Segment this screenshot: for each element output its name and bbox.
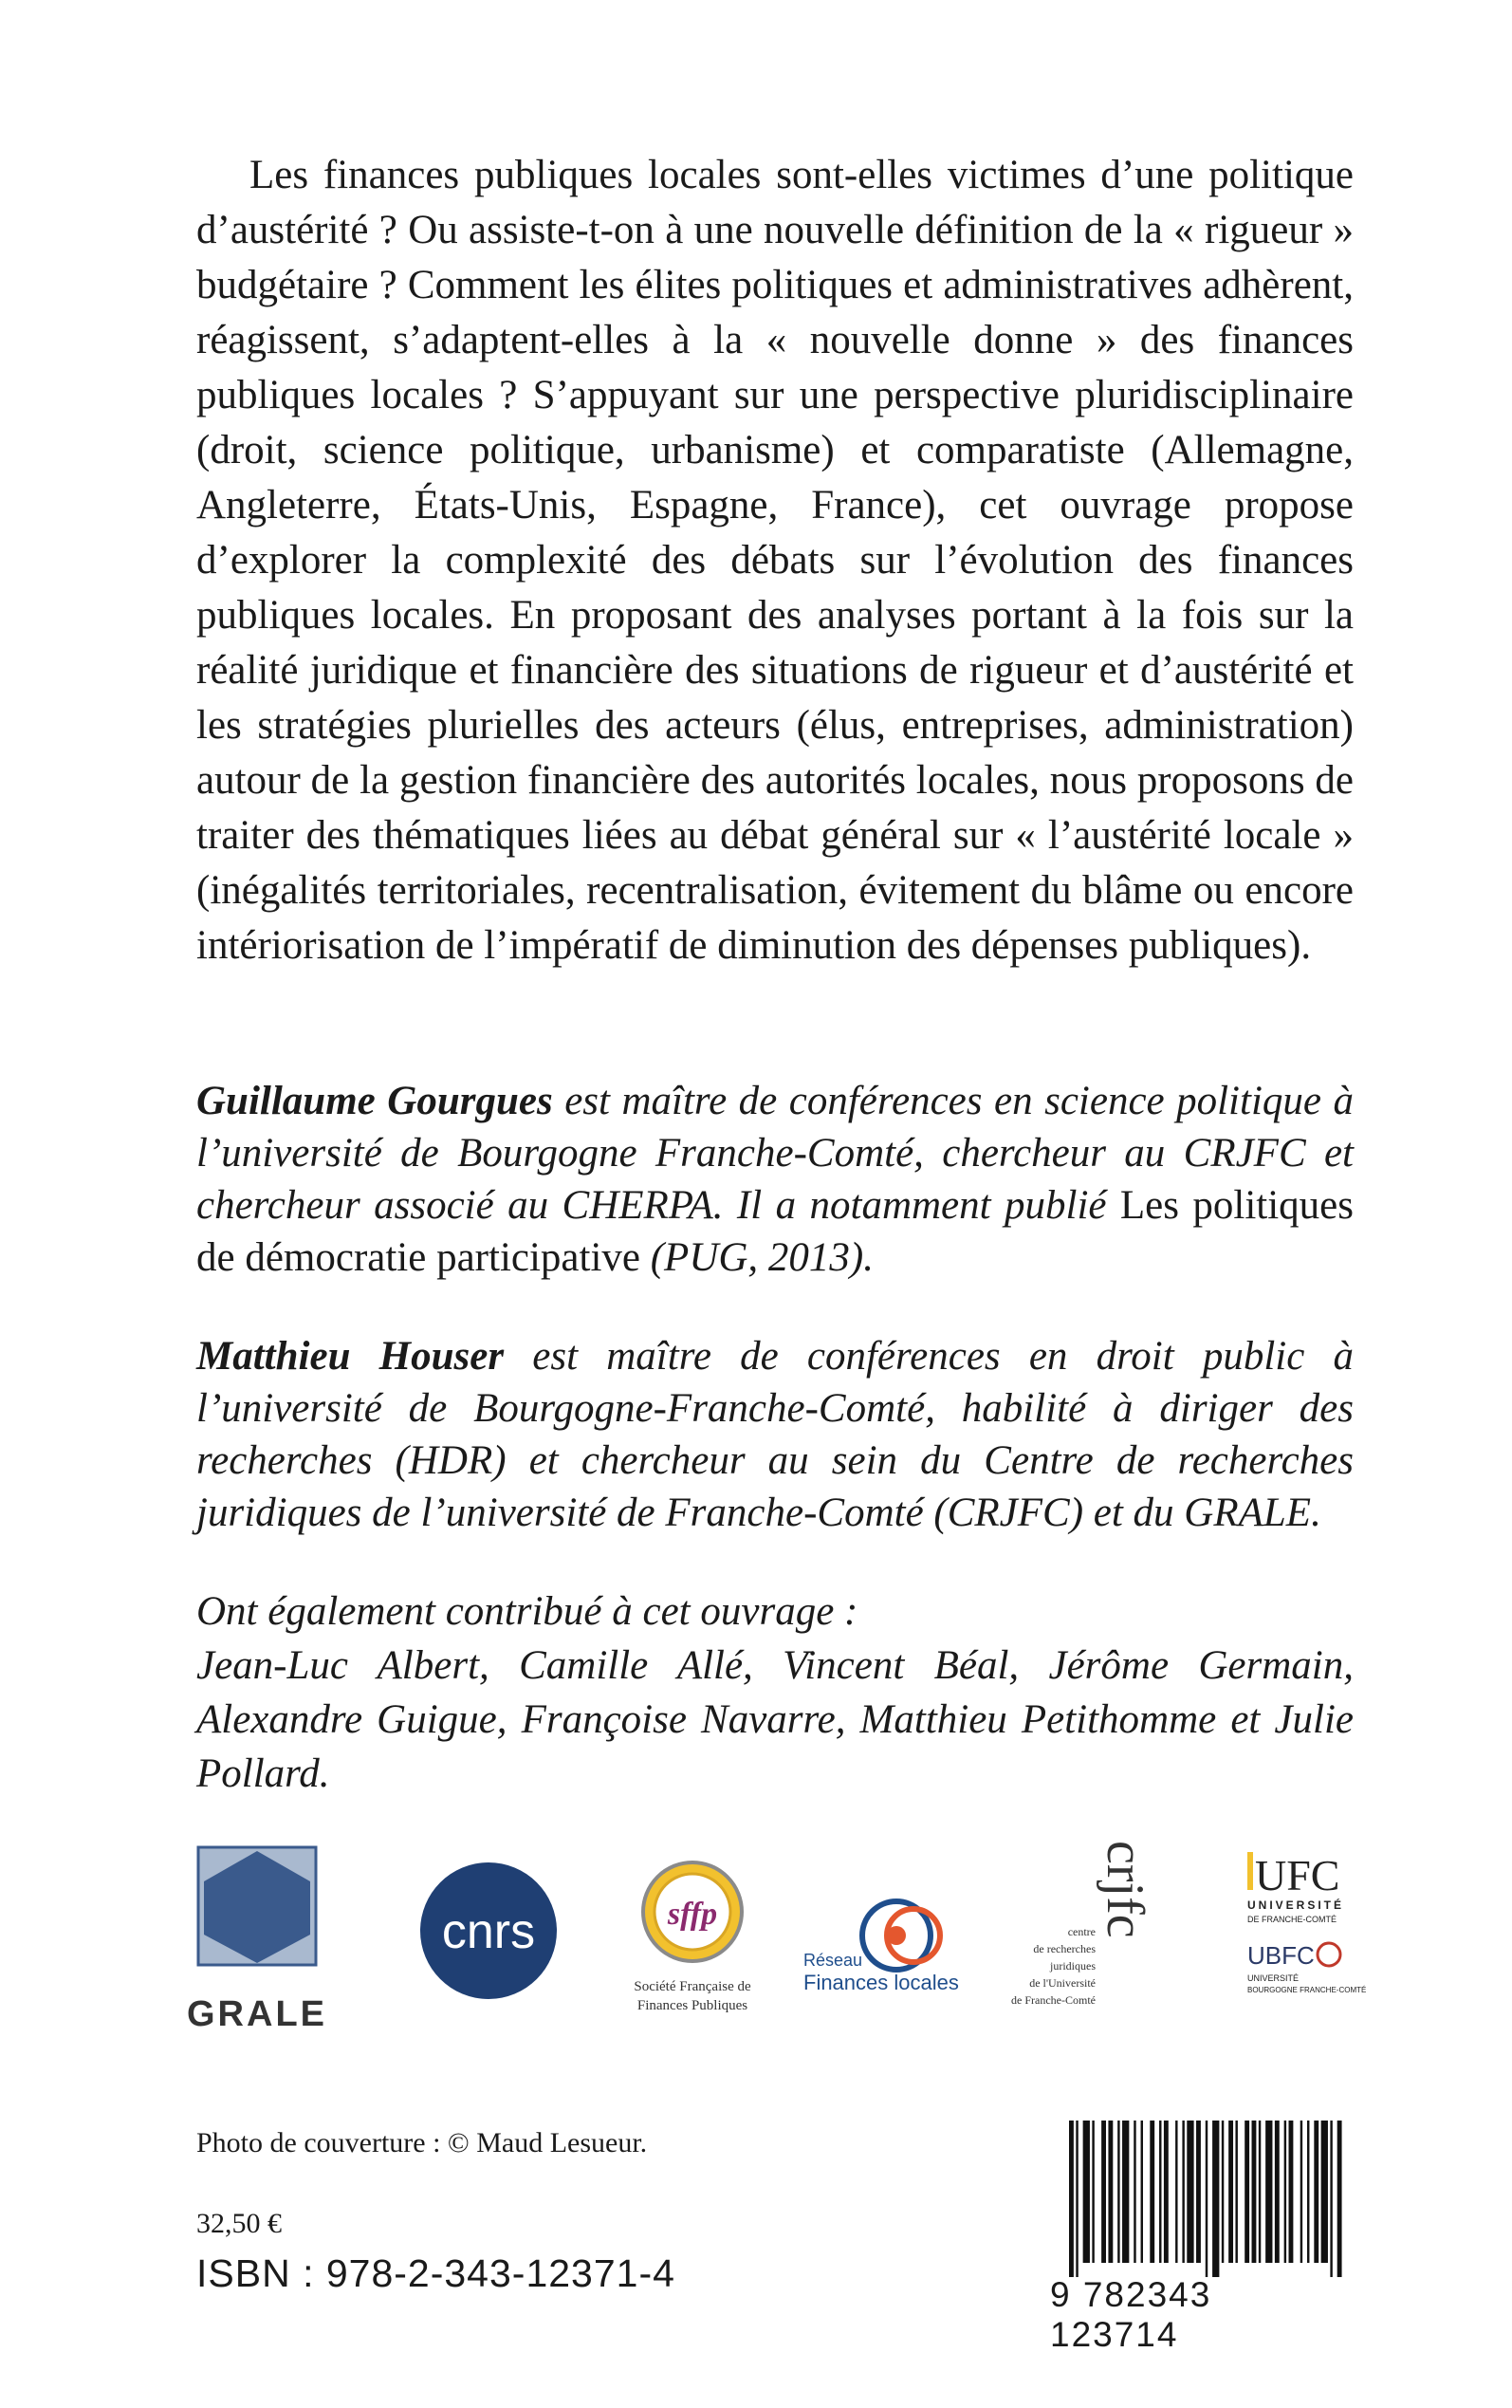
price: 32,50 € <box>196 2208 282 2239</box>
ufc-ubfc-logo <box>1238 1841 1367 2030</box>
barcode-bar <box>1206 2121 1208 2277</box>
grale-logo-text: GRALE <box>187 1994 327 2034</box>
barcode-bar <box>1307 2121 1309 2263</box>
ubfc-caption: UNIVERSITÉ <box>1247 1973 1300 1983</box>
barcode-bar <box>1314 2121 1318 2263</box>
barcode-bar <box>1108 2121 1113 2263</box>
barcode-bar <box>1159 2121 1161 2263</box>
barcode-bar <box>1289 2121 1294 2263</box>
contributors-names: Jean-Luc Albert, Camille Allé, Vincent Béal, Jérôme Germain, Alexandre Guigue, Françoise Navarre, Matthieu Petithomme et Julie Pollard. <box>196 1643 1354 1796</box>
barcode-bar <box>1196 2121 1201 2263</box>
barcode-bar <box>1164 2121 1169 2263</box>
crjfc-caption: de l'Université <box>1029 1976 1096 1990</box>
cnrs-logo-text: cnrs <box>441 1904 536 1959</box>
barcode-bar <box>1187 2121 1193 2263</box>
barcode-bar <box>1117 2121 1119 2263</box>
cnrs-logo <box>417 1855 560 2007</box>
crjfc-logo-text: crjfc <box>1096 1841 1154 1938</box>
barcode-bar <box>1245 2121 1249 2263</box>
isbn: ISBN : 978-2-343-12371-4 <box>196 2251 675 2295</box>
barcode-bar <box>1175 2121 1177 2263</box>
barcode-bar <box>1337 2121 1342 2277</box>
sffp-logo <box>621 1850 764 2040</box>
ufc-caption: DE FRANCHE-COMTÉ <box>1247 1915 1337 1924</box>
barcode-number: 9 782343 123714 <box>1050 2275 1212 2354</box>
book-reference: (PUG, 2013). <box>639 1235 874 1280</box>
barcode-bar <box>1076 2121 1078 2277</box>
barcode-bar <box>1284 2121 1286 2263</box>
contributors <box>196 1584 1354 1801</box>
ufc-logo-text: UFC <box>1255 1851 1340 1899</box>
barcode-bar <box>1300 2121 1302 2263</box>
author-bio-houser <box>196 1330 1354 1539</box>
grale-logo <box>187 1845 327 2040</box>
ubfc-caption: BOURGOGNE FRANCHE-COMTÉ <box>1247 1986 1367 1994</box>
barcode-bar <box>1083 2121 1090 2263</box>
crjfc-logo <box>1011 1831 1157 2021</box>
finances-locales-label: Finances locales <box>803 1971 959 1994</box>
partner-logos <box>0 1826 1512 2045</box>
sffp-caption: Finances Publiques <box>636 1998 748 2013</box>
summary-paragraph: Les finances publiques locales sont-elles victimes d’une politique d’austérité ? Ou assiste-t-on à une nouvelle définition de la « rigueur » budgétaire ? Comment les élites politiques et administratives adhèrent, réagissent, s’adaptent-elles à la « nouvelle donne » des finances publiques locales ? S’appuyant sur une perspective pluridisciplinaire (droit, science politique, urbanisme) et comparatiste (Allemagne, Angleterre, États-Unis, Espagne, France), cet ouvrage propose d’explorer la complexité des débats sur l’évolution des finances publiques locales. En proposant des analyses portant à la fois sur la réalité juridique et financière des situations de rigueur et d’austérité et les stratégies plurielles des acteurs (élus, entreprises, administration) autour de la gestion financière des autorités locales, nous proposons de traiter des thématiques liées au débat général sur « l’austérité locale » (inégalités territoriales, recentralisation, évitement du blâme ou encore intériorisation de l’impératif de diminution des dépenses publiques). <box>196 153 1354 968</box>
barcode-bar <box>1101 2121 1106 2263</box>
barcode-bar <box>1265 2121 1272 2263</box>
barcode-bar <box>1259 2121 1261 2263</box>
book-title: Les politiques de démocratie participative <box>196 1183 1354 1280</box>
author-name: Matthieu Houser <box>196 1334 505 1379</box>
barcode-bar <box>1321 2121 1328 2263</box>
sffp-caption: Société Française de <box>634 1979 751 1994</box>
ufc-caption: UNIVERSITÉ <box>1247 1899 1345 1912</box>
barcode-bar <box>1150 2121 1154 2263</box>
barcode-bar <box>1222 2121 1224 2263</box>
barcode-bar <box>1330 2121 1332 2277</box>
barcode-bar <box>1235 2121 1237 2263</box>
reseau-label: Réseau <box>803 1951 863 1970</box>
photo-credit: Photo de couverture : © Maud Lesueur. <box>196 2127 648 2158</box>
barcode-bar <box>1182 2121 1184 2263</box>
sffp-logo-text: sffp <box>667 1897 718 1932</box>
ubfc-logo-text: UBFC <box>1247 1941 1315 1970</box>
barcode-bar <box>1141 2121 1143 2263</box>
crjfc-caption: juridiques <box>1050 1959 1096 1973</box>
reseau-finances-locales-logo <box>802 1893 972 2007</box>
bio-text: est maître de conférences en droit public à l’université de Bourgogne-Franche-Comté, habilité à diriger des recherches (HDR) et chercheur au sein du Centre de recherches juridiques de l’université de Franche-Comté (CRJFC) et du GRALE. <box>196 1334 1355 1535</box>
barcode-bar <box>1275 2121 1280 2263</box>
bio-text: est maître de conférences en science politique à l’université de Bourgogne Franche-Comté, chercheur au CRJFC et chercheur associé au CHERPA. Il a notamment publié <box>196 1079 1354 1228</box>
barcode-bar <box>1069 2121 1074 2277</box>
barcode-bar <box>1252 2121 1257 2263</box>
crjfc-caption: de recherches <box>1033 1942 1096 1955</box>
crjfc-caption: centre <box>1067 1925 1096 1938</box>
author-bio-gourgues <box>196 1075 1354 1284</box>
crjfc-caption: de Franche-Comté <box>1011 1993 1096 2007</box>
barcode-bar <box>1122 2121 1129 2263</box>
author-name: Guillaume Gourgues <box>196 1079 553 1123</box>
barcode-bar <box>1134 2121 1135 2263</box>
contributors-label: Ont également contribué à cet ouvrage : <box>196 1589 858 1634</box>
barcode-bar <box>1212 2121 1219 2277</box>
barcode-bar <box>1092 2121 1094 2263</box>
barcode <box>1050 2121 1335 2354</box>
barcode-bar <box>1228 2121 1233 2263</box>
barcode-bars <box>1069 2121 1344 2277</box>
